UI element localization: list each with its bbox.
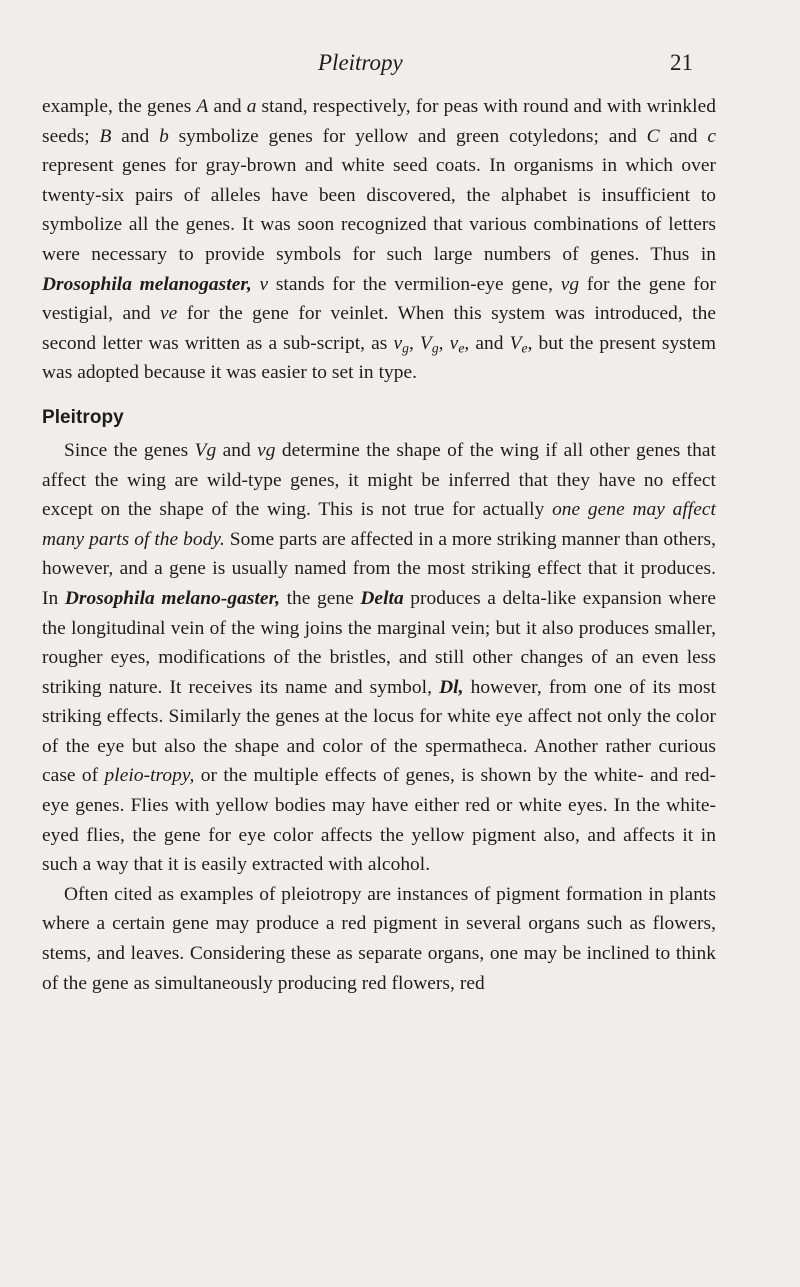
species-name: Drosophila melano-gaster, xyxy=(64,587,280,609)
emphasis-text: one gene may affect many parts of the body. xyxy=(42,499,716,550)
page-number: 21 xyxy=(670,50,693,75)
paragraph-gene-symbols: example, the genes A and a stand, respectively, for peas with round and with wrinkled seeds; B and b symbolize genes for yellow and green cotyledons; and C and c represent genes for gray-brown and white seed coats. In organisms in which over twenty-six pairs of alleles have been discovered, the alphabet is insufficient to symbolize all the genes. It was soon recognized that various combinations of letters were necessary to provide symbols for such large numbers of genes. Thus in Drosophila melanogaster, v stands for the vermilion-eye gene, vg for the gene for vestigial, and ve for the gene for veinlet. When this system was introduced, the second letter was written as a sub-script, as $v_g$, $V_g$, $v_e$, and $V_e$, but the present system was adopted because it was easier to set in type. xyxy=(42,96,717,384)
gene-symbol-dl: Dl, xyxy=(439,676,464,698)
running-title: Pleitropy xyxy=(318,50,403,75)
paragraph-pigment: Often cited as examples of pleiotropy are instances of pigment formation in plants where a certain gene may produce a red pigment in several organs such as flowers, stems, and leaves. Considering these as separate organs, one may be inclined to think of the gene as simultaneously producing red flowers, red xyxy=(42,883,716,994)
term-pleiotropy: pleio-tropy, xyxy=(104,765,195,787)
section-heading: Pleitropy xyxy=(42,406,124,428)
gene-name-delta: Delta xyxy=(360,587,404,609)
running-header xyxy=(0,50,800,82)
species-name: Drosophila melanogaster, xyxy=(42,273,252,295)
paragraph-pleitropy: Since the genes Vg and vg determine the shape of the wing if all other genes that affect the wing are wild-type genes, it might be inferred that they have no effect except on the shape of the wing. This is not true for actually one gene may affect many parts of the body. Some parts are affected in a more striking manner than others, however, and a gene is usually named from the most striking effect that it produces. In Drosophila melano-gaster, the gene Delta produces a delta-like expansion where the longitudinal vein of the wing joins the marginal vein; but it also produces smaller, rougher eyes, modifications of the bristles, and still other changes of an even less striking nature. It receives its name and symbol, Dl, however, from one of its most striking effects. Similarly the genes at the locus for white eye affect not only the color of the eye but also the shape and color of the spermatheca. Another rather curious case of pleio-tropy, or the multiple effects of genes, is shown by the white- and red-eye genes. Flies with yellow bodies may have either red or white eyes. In the white-eyed flies, the gene for eye color affects the yellow pigment also, and affects it in such a way that it is easily extracted with alcohol. xyxy=(42,439,717,876)
body-text xyxy=(42,92,716,998)
